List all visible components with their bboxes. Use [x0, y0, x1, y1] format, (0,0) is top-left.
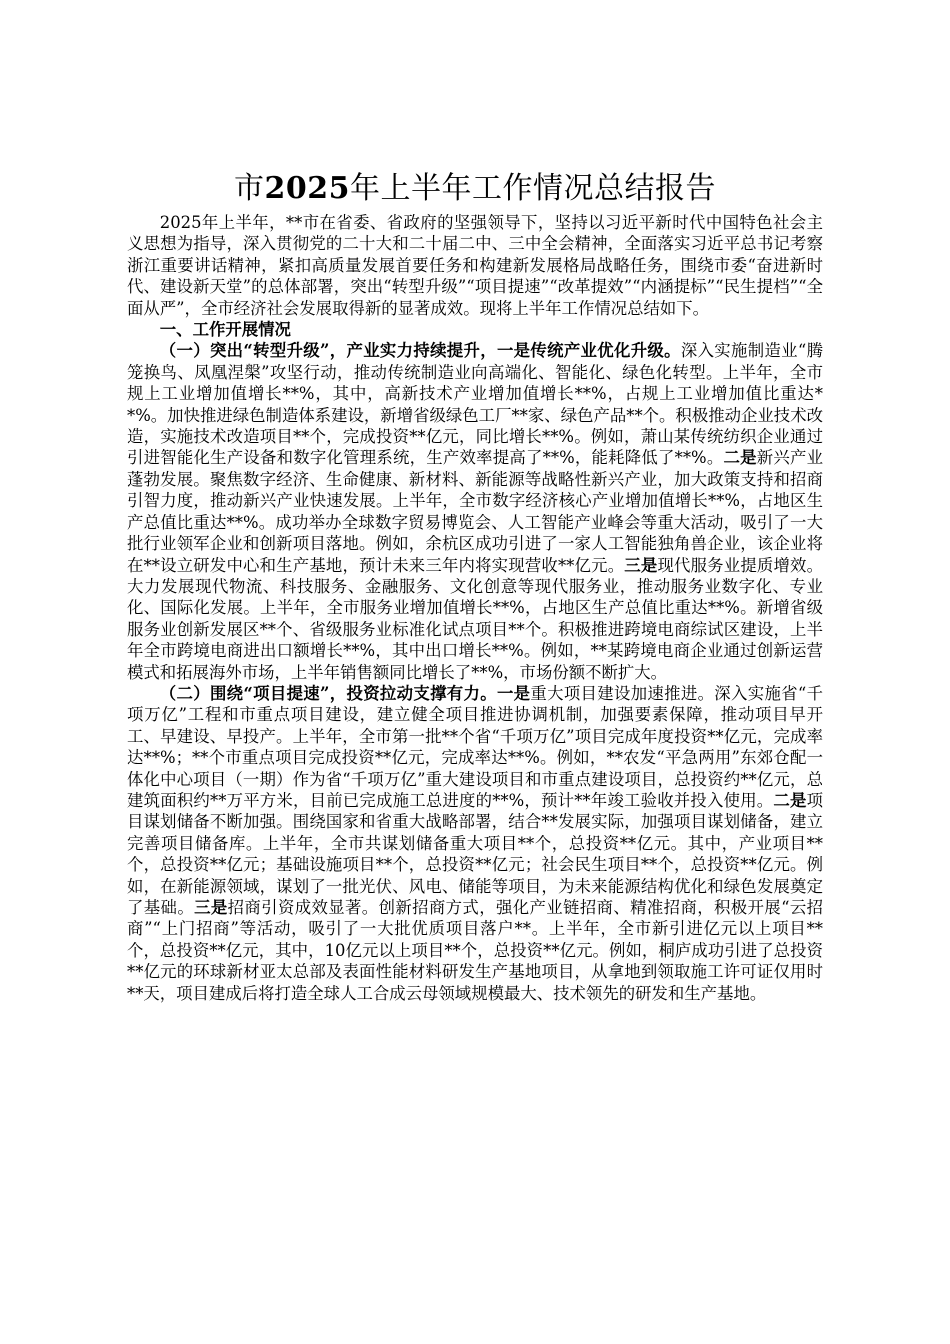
title-year: 2025 — [264, 171, 350, 206]
document-page — [127, 168, 823, 1004]
subsection-1-marker-2: 二是 — [723, 448, 757, 468]
subsection-2-text-2: 项目谋划储备不断加强。围绕国家和省重大战略部署，结合**发展实际，加强项目谋划储备，建立完善项目储备库。上半年，全市共谋划储备重大项目**个，总投资**亿元。其中，产业项目**个，总投资**亿元；基础设施项目**个，总投资**亿元；社会民生项目**个，总投资**亿元。例如，在新能源领域，谋划了一批光伏、风电、储能等项目，为未来能源结构优化和绿色发展奠定了基础。 — [127, 790, 823, 917]
subsection-2-paragraph — [127, 683, 823, 1004]
subsection-1-text-3: 现代服务业提质增效。大力发展现代物流、科技服务、金融服务、文化创意等现代服务业，推动服务业数字化、专业化、国际化发展。上半年，全市服务业增加值增长**%，占地区生产总值比重达**%。新增省级服务业创新发展区**个、省级服务业标准化试点项目**个。积极推进跨境电商综试区建设，上半年全市跨境电商进出口额增长**%，其中出口增长**%。例如，**某跨境电商企业通过创新运营模式和拓展海外市场，上半年销售额同比增长了**%，市场份额不断扩大。 — [127, 555, 824, 682]
title-prefix: 市 — [234, 171, 265, 206]
subsection-1-text-1: 深入实施制造业“腾笼换鸟、凤凰涅槃”攻坚行动，推动传统制造业向高端化、智能化、绿色化转型。上半年，全市规上工业增加值增长**%，其中，高新技术产业增加值增长**%，占规上工业增加值比重达**%。加快推进绿色制造体系建设，新增省级绿色工厂**家、绿色产品**个。积极推动企业技术改造，实施技术改造项目**个，完成投资**亿元，同比增长**%。例如，萧山某传统纺织企业通过引进智能化生产设备和数字化管理系统，生产效率提高了**%，能耗降低了**%。 — [127, 341, 823, 468]
subsection-2-marker-2: 二是 — [773, 790, 807, 810]
intro-paragraph: 2025年上半年，**市在省委、省政府的坚强领导下，坚持以习近平新时代中国特色社会主义思想为指导，深入贯彻党的二十大和二十届二中、三中全会精神，全面落实习近平总书记考察浙江重要讲话精神，紧扣高质量发展首要任务和构建新发展格局战略任务，围绕市委“奋进新时代、建设新天堂”的总体部署，突出“转型升级”“项目提速”“改革提效”“内涵提标”“民生提档”“全面从严”，全市经济社会发展取得新的显著成效。现将上半年工作情况总结如下。 — [127, 213, 823, 318]
document-title — [127, 168, 823, 210]
section-heading: 一、工作开展情况 — [159, 320, 291, 340]
subsection-2-text-3: 招商引资成效显著。创新招商方式，强化产业链招商、精准招商，积极开展“云招商”“上门招商”等活动，吸引了一大批优质项目落户**。上半年，全市新引进亿元以上项目**个，总投资**亿元，其中，10亿元以上项目**个，总投资**亿元。例如，桐庐成功引进了总投资**亿元的环球新材亚太总部及表面性能材料研发生产基地项目，从拿地到领取施工许可证仅用时**天，项目建成后将打造全球人工合成云母领域规模最大、技术领先的研发和生产基地。 — [127, 898, 824, 1003]
subsection-2-lead: （二）围绕“项目提速”，投资拉动支撑有力。一是 — [159, 683, 531, 703]
title-suffix: 年上半年工作情况总结报告 — [350, 171, 716, 206]
subsection-2-text-1: 重大项目建设加速推进。深入实施省“千项万亿”工程和市重点项目建设，建立健全项目推进协调机制，加强要素保障，推动项目早开工、早建设、早投产。上半年，全市第一批**个省“千项万亿”项目完成年度投资**亿元，完成率达**%；**个市重点项目完成投资**亿元，完成率达**%。例如，**农发“平急两用”东郊仓配一体化中心项目（一期）作为省“千项万亿”重大建设项目和市重点建设项目，总投资约**亿元，总建筑面积约**万平方米，目前已完成施工总进度的**%，预计**年竣工验收并投入使用。 — [127, 683, 823, 810]
subsection-1-text-2: 新兴产业蓬勃发展。聚焦数字经济、生命健康、新材料、新能源等战略性新兴产业，加大政策支持和招商引智力度，推动新兴产业快速发展。上半年，全市数字经济核心产业增加值增长**%，占地区生产总值比重达**%。成功举办全球数字贸易博览会、人工智能产业峰会等重大活动，吸引了一大批行业领军企业和创新项目落地。例如，余杭区成功引进了一家人工智能独角兽企业，该企业将在**设立研发中心和生产基地，预计未来三年内将实现营收**亿元。 — [127, 448, 824, 575]
subsection-1-lead: （一）突出“转型升级”，产业实力持续提升，一是传统产业优化升级。 — [159, 341, 681, 361]
subsection-1-marker-3: 三是 — [624, 555, 658, 575]
subsection-1-paragraph — [127, 340, 823, 683]
subsection-2-marker-3: 三是 — [194, 898, 228, 917]
